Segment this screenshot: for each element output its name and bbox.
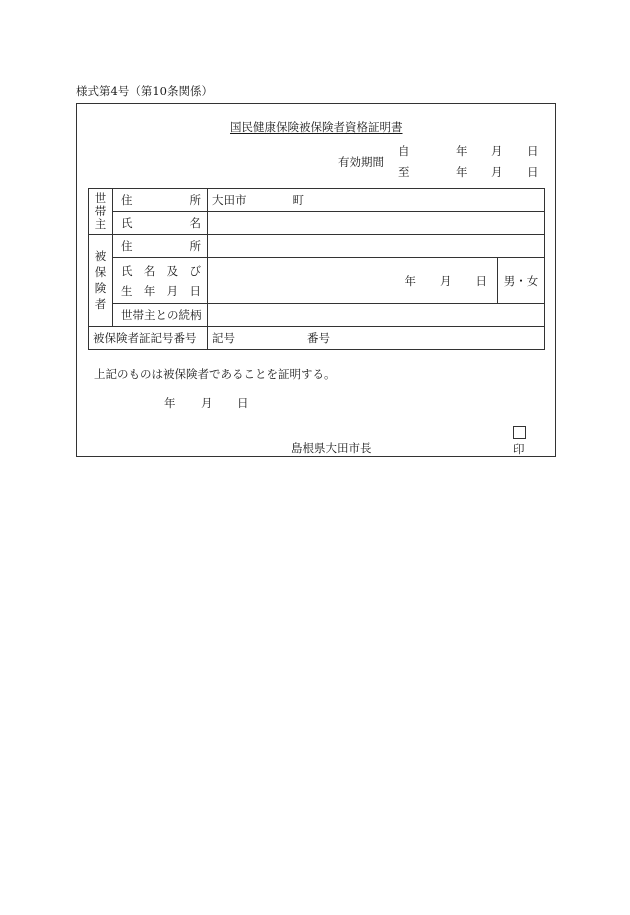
document-title: 国民健康保険被保険者資格証明書 bbox=[230, 120, 403, 134]
validity-from-day: 日 bbox=[527, 144, 539, 158]
validity-from-month: 月 bbox=[491, 144, 503, 158]
householder-address-label: 住 所 bbox=[113, 189, 208, 212]
seal-label: 印 bbox=[513, 442, 525, 456]
validity-from-year: 年 bbox=[456, 144, 468, 158]
validity-to-day: 日 bbox=[527, 165, 539, 179]
gender-field: 男・女 bbox=[498, 258, 545, 304]
householder-address-value: 大田市 町 bbox=[208, 189, 545, 212]
householder-vertical-label: 世 帯 主 bbox=[89, 189, 113, 235]
householder-name-value bbox=[208, 212, 545, 235]
issue-month: 月 bbox=[201, 396, 213, 410]
validity-period-label: 有効期間 bbox=[338, 155, 384, 169]
issuer-name: 島根県大田市長 bbox=[291, 441, 372, 455]
validity-to-month: 月 bbox=[491, 165, 503, 179]
issue-day: 日 bbox=[237, 396, 249, 410]
certificate-table bbox=[88, 188, 545, 350]
symbol-label: 記号 bbox=[212, 331, 235, 345]
insured-address-value bbox=[208, 235, 545, 258]
insured-vertical-label: 被 保 険 者 bbox=[89, 235, 113, 327]
validity-from-label: 自 bbox=[398, 144, 410, 158]
certification-statement: 上記のものは被保険者であることを証明する。 bbox=[94, 367, 336, 381]
cert-number-value bbox=[208, 327, 545, 350]
relation-label: 世帯主との続柄 bbox=[113, 304, 208, 327]
insured-address-label: 住 所 bbox=[113, 235, 208, 258]
issue-year: 年 bbox=[164, 396, 176, 410]
cert-number-label: 被保険者証記号番号 bbox=[89, 327, 208, 350]
validity-to-label: 至 bbox=[398, 165, 410, 179]
insured-name-birth-label: 氏 名 及 び 生 年 月 日 bbox=[113, 258, 208, 304]
householder-name-label: 氏 名 bbox=[113, 212, 208, 235]
validity-to-year: 年 bbox=[456, 165, 468, 179]
insured-birth-value: 年 月 日 bbox=[208, 258, 498, 304]
form-id-label: 様式第4号（第10条関係） bbox=[76, 84, 213, 98]
seal-box bbox=[513, 426, 526, 439]
relation-value bbox=[208, 304, 545, 327]
number-label: 番号 bbox=[307, 331, 330, 345]
